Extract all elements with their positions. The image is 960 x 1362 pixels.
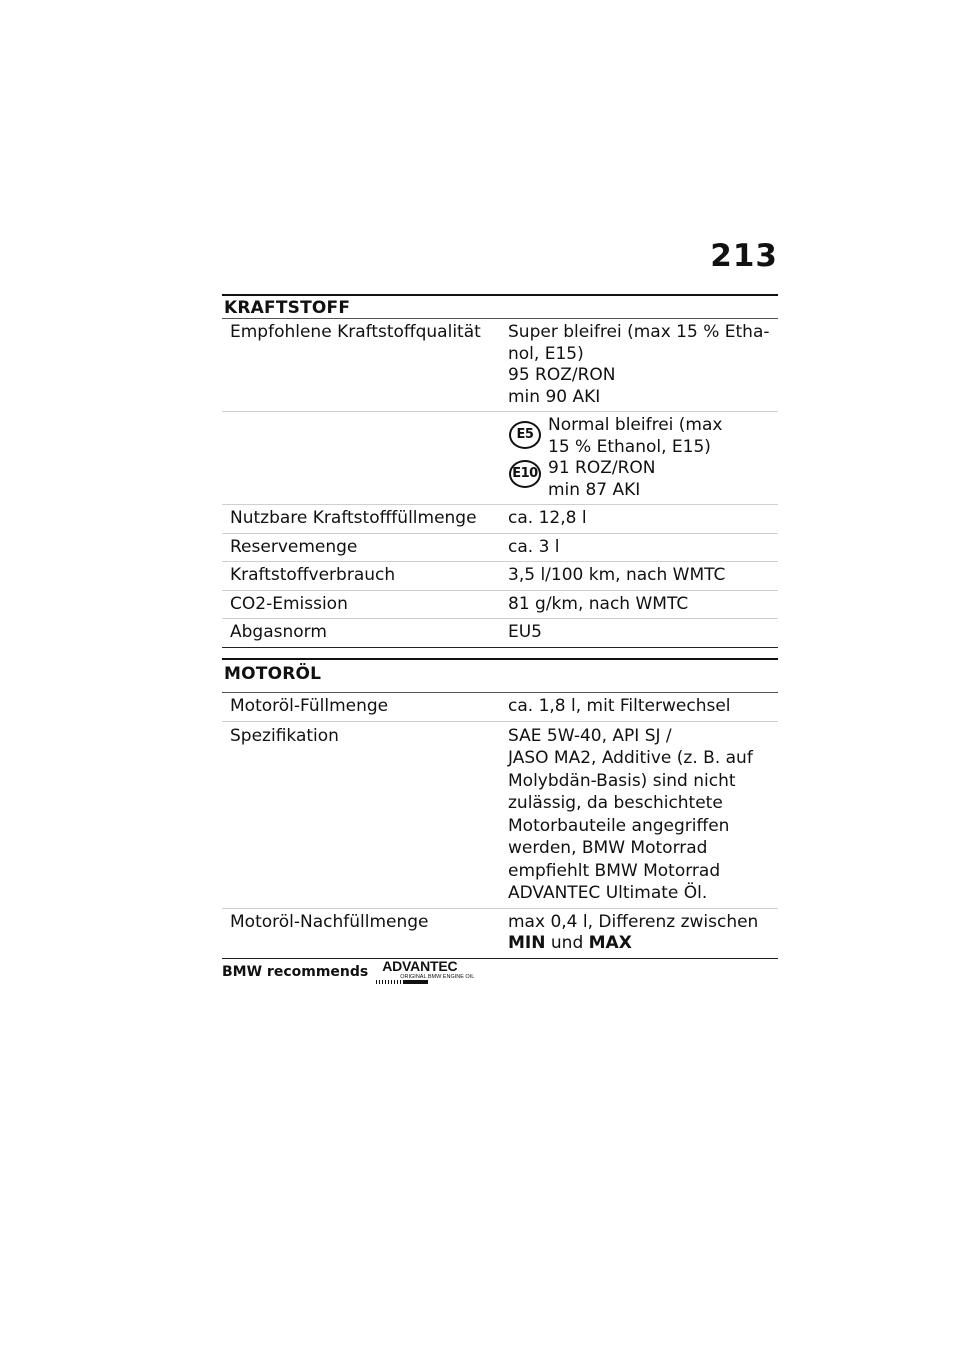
row-value: 81 g/km, nach WMTC <box>508 593 689 614</box>
oil-heading: MOTORÖL <box>222 658 778 692</box>
page-number: 213 <box>710 238 778 274</box>
logo-subtitle: ORIGINAL BMW ENGINE OIL <box>400 974 475 980</box>
and-word: und <box>550 933 584 953</box>
value-line: JASO MA2, Additive (z. B. auf <box>508 748 753 768</box>
max-marker: MAX <box>588 933 632 953</box>
row-value: 3,5 l/100 km, nach WMTC <box>508 565 726 585</box>
min-marker: MIN <box>508 933 546 953</box>
value-line: 15 % Ethanol, E15) <box>548 436 711 457</box>
row-label: Motoröl-Füllmenge <box>230 696 389 716</box>
row-label: Motoröl-Nachfüllmenge <box>230 911 429 932</box>
table-row <box>222 411 778 504</box>
value-line: Motorbauteile angegriffen <box>508 815 730 836</box>
fuel-table <box>222 318 778 648</box>
table-row <box>222 908 778 958</box>
value-line <box>508 933 778 955</box>
fuel-section <box>222 294 778 648</box>
table-row <box>222 692 778 721</box>
value-line: min 90 AKI <box>508 386 601 407</box>
value-line: empfiehlt BMW Motorrad <box>508 860 721 881</box>
value-line: 95 ROZ/RON <box>508 365 616 385</box>
row-value <box>500 412 778 504</box>
value-line: Super bleifrei (max 15 % Etha- <box>508 322 770 342</box>
e5-fuel-icon: E5 <box>509 421 541 449</box>
table-row <box>222 618 778 647</box>
table-row <box>222 561 778 590</box>
value-line: min 87 AKI <box>548 479 641 500</box>
fuel-heading: KRAFTSTOFF <box>222 294 778 318</box>
row-label <box>222 412 500 504</box>
logo-title: ADVANTEC <box>382 958 458 974</box>
row-label: Spezifikation <box>230 725 339 746</box>
value-line: nol, E15) <box>508 343 584 364</box>
oil-table <box>222 692 778 959</box>
value-line: werden, BMW Motorrad <box>508 838 708 858</box>
bmw-recommends-footer <box>222 960 476 990</box>
logo-bars-solid <box>404 980 428 984</box>
fuel-icons <box>506 421 544 499</box>
row-value: EU5 <box>508 622 542 642</box>
row-value: ca. 3 l <box>508 536 560 557</box>
row-label: Nutzbare Kraftstofffüllmenge <box>230 508 477 528</box>
value-line: Molybdän-Basis) sind nicht <box>508 770 736 791</box>
row-label: Abgasnorm <box>230 622 327 642</box>
row-value <box>500 909 778 958</box>
row-value: ca. 1,8 l, mit Filterwechsel <box>508 696 731 716</box>
table-row <box>222 318 778 411</box>
row-value <box>500 722 778 908</box>
value-line: SAE 5W-40, API SJ / <box>508 725 672 746</box>
row-label: Empfohlene Kraftstoffqualität <box>230 322 481 342</box>
row-label: CO2-Emission <box>230 593 348 614</box>
value-line: Normal bleifrei (max <box>548 415 723 435</box>
alt-fuel-text <box>548 415 722 501</box>
oil-section <box>222 658 778 959</box>
row-value <box>500 319 778 411</box>
table-row <box>222 721 778 908</box>
table-row <box>222 533 778 562</box>
table-row <box>222 590 778 619</box>
row-value: ca. 12,8 l <box>508 508 587 528</box>
e10-fuel-icon: E10 <box>509 460 541 488</box>
row-label: Reservemenge <box>230 536 358 557</box>
value-line: ADVANTEC Ultimate Öl. <box>508 883 708 903</box>
value-line: zulässig, da beschichtete <box>508 793 723 813</box>
recommends-label: BMW recommends <box>222 964 369 980</box>
value-line: 91 ROZ/RON <box>548 458 656 478</box>
table-row <box>222 504 778 533</box>
advantec-logo <box>376 960 476 990</box>
value-line: max 0,4 l, Differenz zwischen <box>508 911 759 932</box>
row-label: Kraftstoffverbrauch <box>230 565 396 585</box>
